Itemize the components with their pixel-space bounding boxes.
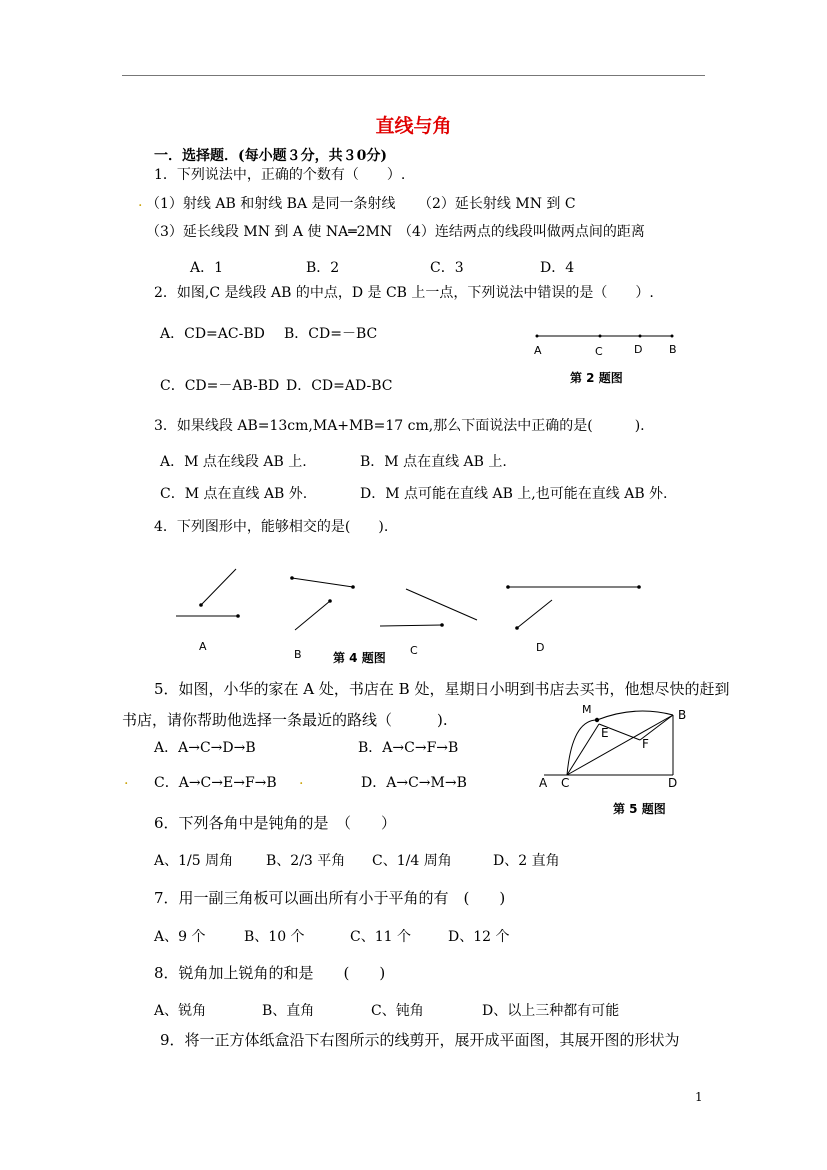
q1-item1: （1）射线 AB 和射线 BA 是同一条射线	[146, 196, 396, 212]
q6-option-a: A、1/5 周角	[154, 853, 234, 869]
q6-option-c: C、1/4 周角	[372, 853, 452, 869]
header-rule	[122, 75, 705, 76]
q5-stem-line2: 书店，请你帮助他选择一条最近的路线（ ).	[122, 711, 448, 729]
q8-stem: 8．锐角加上锐角的和是 ( )	[154, 964, 386, 982]
q4-c-segment	[380, 625, 442, 626]
q2-option-c: C．CD=－AB-BD	[160, 378, 280, 394]
q2-point-c	[599, 335, 602, 338]
q5-option-a: A．A→C→D→B	[154, 740, 256, 756]
q5-option-b: B．A→C→F→B	[358, 740, 459, 756]
q2-label-c: C	[595, 345, 603, 358]
q1-item2: （2）延长射线 MN 到 C	[418, 196, 576, 212]
q2-label-b: B	[669, 343, 677, 356]
q1-stem: 1．下列说法中，正确的个数有（ ）.	[154, 167, 406, 183]
q5-diag-cb	[567, 715, 673, 775]
q2-point-b	[671, 335, 674, 338]
q5-label-a: A	[539, 776, 548, 790]
q2-point-a	[536, 335, 539, 338]
q6-stem: 6．下列各角中是钝角的是 （ ）	[154, 814, 397, 832]
q1-item3: （3）延长线段 MN 到 A 使 NA═2MN	[146, 224, 393, 240]
section-header: 一．选择题．(每小题３分，共３0分)	[154, 148, 387, 164]
q2-figure	[530, 328, 690, 368]
page-number: 1	[695, 1090, 703, 1104]
q3-option-a: A．M 点在线段 AB 上.	[160, 454, 307, 470]
q5-caption: 第 5 题图	[613, 802, 666, 816]
q6-option-b: B、2/3 平角	[266, 853, 346, 869]
q5-label-f: F	[642, 737, 649, 751]
q8-option-d: D、以上三种都有可能	[482, 1003, 620, 1019]
q2-option-d: D．CD=AD-BC	[286, 378, 393, 394]
q9-stem: 9．将一正方体纸盒沿下右图所示的线剪开，展开成平面图，其展开图的形状为	[160, 1031, 680, 1049]
q3-option-b: B．M 点在直线 AB 上.	[360, 454, 507, 470]
q2-caption: 第 2 题图	[570, 371, 623, 385]
q4-label-c: C	[410, 644, 418, 657]
q4-label-a: A	[199, 640, 207, 653]
q3-option-d: D．M 点可能在直线 AB 上,也可能在直线 AB 外.	[360, 486, 668, 502]
q4-label-b: B	[294, 648, 302, 661]
q4-stem: 4．下列图形中，能够相交的是( ).	[154, 519, 389, 535]
q2-option-a: A．CD=AC-BD	[160, 326, 265, 342]
q2-option-b: B．CD=－BC	[284, 326, 378, 342]
q8-option-b: B、直角	[262, 1003, 315, 1019]
q1-item4: （4）连结两点的线段叫做两点间的距离	[398, 224, 645, 240]
q5-point-m	[595, 718, 599, 722]
q2-label-a: A	[534, 344, 542, 357]
q5-arc	[567, 711, 673, 775]
q5-label-b: B	[678, 708, 687, 722]
q4-label-d: D	[536, 641, 545, 654]
q2-label-d: D	[634, 343, 643, 356]
q7-stem: 7．用一副三角板可以画出所有小于平角的有 ( )	[154, 889, 506, 907]
q5-path-ce	[567, 724, 599, 775]
q5-stem-line1: 5．如图，小华的家在 A 处，书店在 B 处，星期日小明到书店去买书，他想尽快的赶到	[154, 680, 730, 698]
q1-option-d: D．4	[540, 260, 575, 276]
q4-c-line	[406, 589, 477, 620]
q7-option-a: A、9 个	[154, 929, 206, 945]
q4-b-line	[292, 578, 353, 587]
q5-label-e: E	[601, 726, 609, 740]
stray-dot: .	[138, 194, 143, 210]
q7-option-c: C、11 个	[350, 929, 411, 945]
q7-option-b: B、10 个	[244, 929, 305, 945]
q4-figure	[170, 560, 650, 650]
q4-b-ray	[295, 601, 330, 630]
q2-point-d	[639, 335, 642, 338]
q4-caption: 第 4 题图	[333, 651, 386, 665]
q1-option-c: C．3	[430, 260, 464, 276]
q1-option-b: B．2	[306, 260, 340, 276]
q5-option-d: D．A→C→M→B	[361, 775, 467, 791]
q7-option-d: D、12 个	[448, 929, 510, 945]
q5-label-m: M	[582, 703, 592, 716]
q4-a-ray	[201, 569, 236, 605]
q5-label-c: C	[561, 776, 570, 790]
q8-option-c: C、钝角	[371, 1003, 424, 1019]
q2-stem: 2．如图,C 是线段 AB 的中点，D 是 CB 上一点，下列说法中错误的是（ ）.	[154, 285, 654, 301]
q4-d-ray	[517, 600, 552, 628]
q1-option-a: A．1	[190, 260, 224, 276]
stray-dot: .	[299, 772, 304, 788]
q3-stem: 3．如果线段 AB=13cm,MA+MB=17 cm,那么下面说法中正确的是( ).	[154, 418, 645, 434]
q5-option-c: C．A→C→E→F→B	[154, 775, 277, 791]
stray-dot: .	[124, 772, 129, 788]
q6-option-d: D、2 直角	[493, 853, 560, 869]
q3-option-c: C．M 点在直线 AB 外.	[160, 486, 308, 502]
q8-option-a: A、锐角	[154, 1003, 207, 1019]
q5-label-d: D	[668, 776, 678, 790]
page-title: 直线与角	[375, 115, 452, 137]
